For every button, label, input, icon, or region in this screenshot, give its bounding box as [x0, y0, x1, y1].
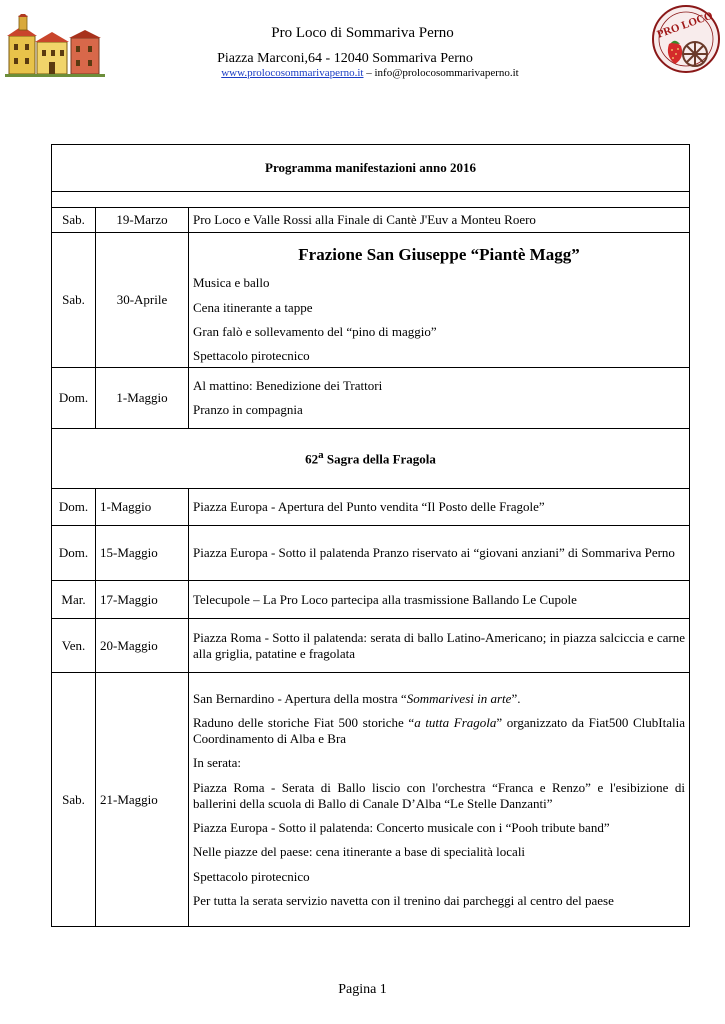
contact-separator: – [363, 67, 375, 79]
event-line: Spettacolo pirotecnico [193, 348, 310, 363]
table-row [52, 368, 690, 429]
section-name: Sagra della Fragola [323, 451, 436, 467]
event-text: Piazza Roma - Sotto il palatenda: serata di ballo Latino-Americano; in piazza salciccia e carne alla griglia, patatine e fragolata [189, 619, 690, 673]
event-line [193, 715, 685, 748]
event-day: Dom. [52, 368, 96, 429]
event-date: 30-Aprile [96, 233, 189, 368]
event-line-text: ” organizzato da Fiat500 ClubItalia Coordinamento di Alba e Bra [193, 714, 685, 746]
org-name: Pro Loco di Sommariva Perno [271, 25, 454, 41]
event-line: Musica e ballo [193, 275, 270, 291]
event-line-emphasis: Sommarivesi in arte [406, 690, 512, 706]
event-day: Dom. [52, 489, 96, 526]
event-day: Sab. [52, 233, 96, 368]
page-title: Programma manifestazioni anno 2016 [52, 145, 690, 192]
event-line: Piazza Roma - Serata di Ballo liscio con l'orchestra “Franca e Renzo” e l'esibizione di ballerini della scuola di Ballo di Canale D’Alba “Le Stelle Danzanti” [193, 779, 685, 811]
event-line-text: San Bernardino - Apertura della mostra “ [193, 690, 407, 706]
table-row [52, 208, 690, 233]
event-text: Piazza Europa - Sotto il palatenda Pranzo riservato ai “giovani anziani” di Sommariva Perno [189, 526, 690, 581]
event-line-emphasis: a tutta Fragola [414, 714, 497, 730]
spacer-cell [52, 192, 690, 208]
events-table [51, 144, 690, 927]
table-row [52, 526, 690, 581]
event-heading: Frazione San Giuseppe “Piantè Magg” [298, 245, 580, 264]
table-row [52, 489, 690, 526]
section-number: 62 [305, 451, 319, 467]
table-row [52, 233, 690, 368]
event-line: In serata: [193, 755, 242, 771]
event-date: 20-Maggio [96, 619, 189, 673]
event-line: Cena itinerante a tappe [193, 299, 313, 315]
section-title [52, 429, 690, 489]
section-ordinal: a [318, 449, 324, 462]
event-text: Telecupole – La Pro Loco partecipa alla trasmissione Ballando Le Cupole [189, 581, 690, 619]
event-day: Dom. [52, 526, 96, 581]
event-line: Piazza Europa - Sotto il palatenda: Concerto musicale con i “Pooh tribute band” [193, 820, 610, 835]
table-row [52, 581, 690, 619]
org-address: Piazza Marconi,64 - 12040 Sommariva Perno [217, 51, 473, 66]
proloco-logo-text: PRO LOCO [655, 9, 715, 41]
section-row [52, 429, 690, 489]
spacer-row [52, 192, 690, 208]
event-date: 21-Maggio [96, 673, 189, 927]
event-line: Pranzo in compagnia [193, 402, 303, 418]
event-cell [189, 368, 690, 429]
event-text: Piazza Europa - Apertura del Punto vendita “Il Posto delle Fragole” [189, 489, 690, 526]
contact-line [0, 67, 725, 79]
proloco-logo [651, 4, 721, 74]
event-line: Spettacolo pirotecnico [193, 868, 310, 884]
event-day: Sab. [52, 208, 96, 233]
event-line-text: ”. [511, 690, 521, 706]
event-line-text: Raduno delle storiche Fiat 500 storiche “ [193, 714, 415, 730]
event-cell [189, 673, 690, 927]
table-row [52, 619, 690, 673]
event-line: Al mattino: Benedizione dei Trattori [193, 378, 383, 393]
event-date: 1-Maggio [96, 368, 189, 429]
page-number: Pagina 1 [338, 982, 387, 997]
event-line: Nelle piazze del paese: cena itinerante a base di specialità locali [193, 844, 526, 860]
event-date: 1-Maggio [96, 489, 189, 526]
table-row [52, 673, 690, 927]
event-date: 15-Maggio [96, 526, 189, 581]
event-text: Pro Loco e Valle Rossi alla Finale di Cantè J'Euv a Monteu Roero [189, 208, 690, 233]
event-day: Sab. [52, 673, 96, 927]
title-row [52, 145, 690, 192]
event-line [193, 691, 685, 707]
event-cell [189, 233, 690, 368]
event-day: Mar. [52, 581, 96, 619]
event-date: 19-Marzo [96, 208, 189, 233]
event-line: Gran falò e sollevamento del “pino di maggio” [193, 323, 437, 339]
website-link[interactable]: www.prolocosommarivaperno.it [221, 67, 364, 79]
event-line: Per tutta la serata servizio navetta con il trenino dai parcheggi al centro del paese [193, 892, 614, 908]
event-day: Ven. [52, 619, 96, 673]
email-text: info@prolocosommarivaperno.it [374, 67, 519, 79]
event-date: 17-Maggio [96, 581, 189, 619]
